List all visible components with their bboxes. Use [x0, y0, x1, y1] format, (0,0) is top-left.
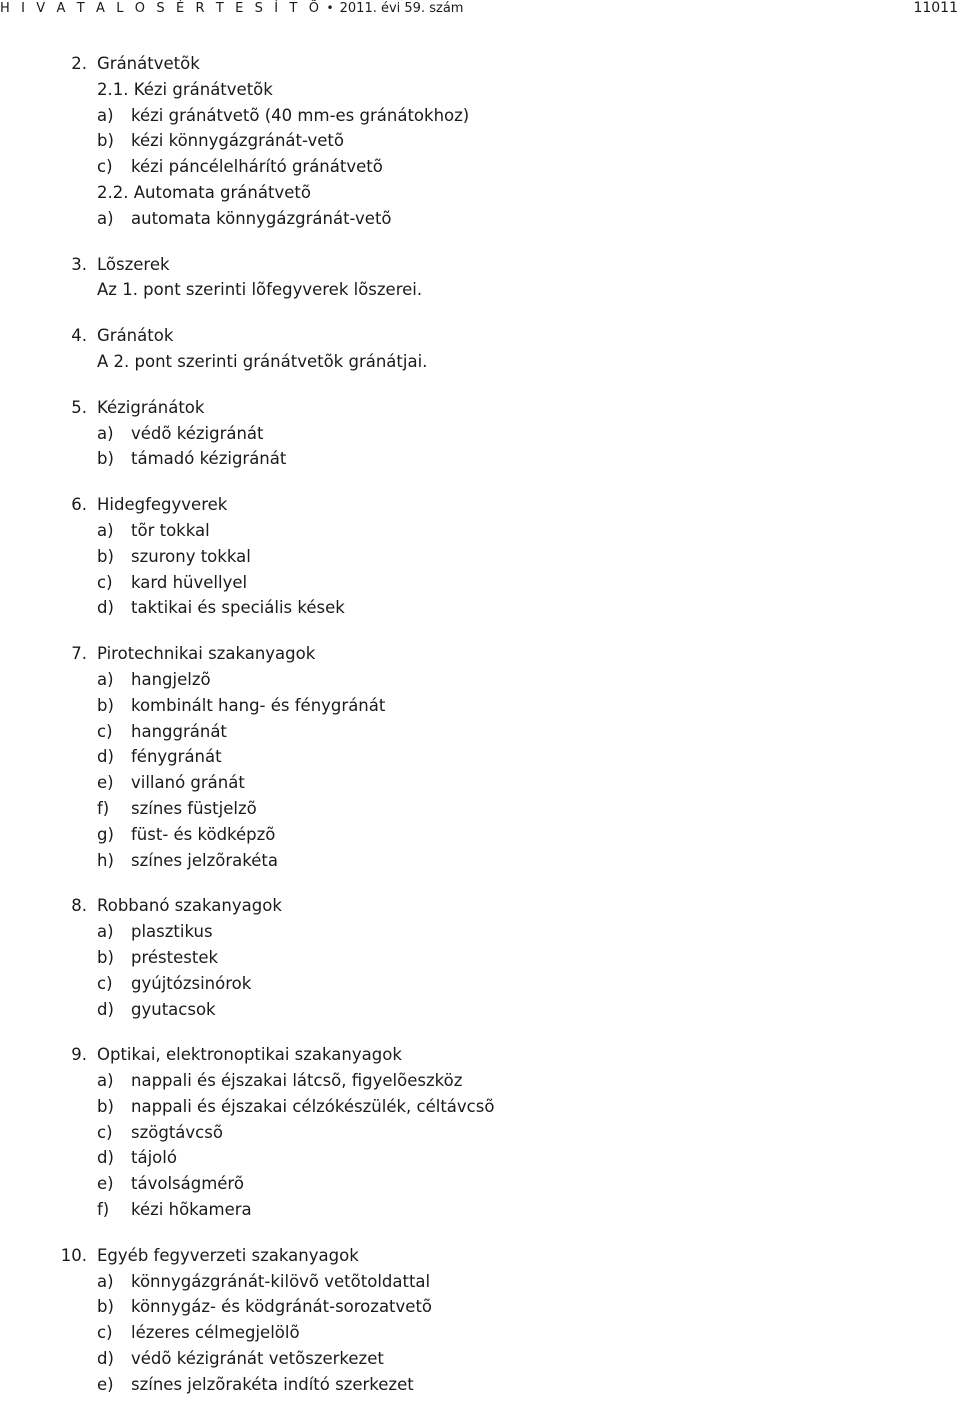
page-number: 11011	[913, 0, 958, 16]
item-text: színes füstjelzõ	[131, 798, 257, 818]
section-title: Egyéb fegyverzeti szakanyagok	[97, 1245, 359, 1265]
item-letter: e)	[97, 1374, 114, 1394]
section-title: Hidegfegyverek	[97, 495, 228, 515]
list-item	[0, 945, 960, 971]
item-letter: c)	[97, 1323, 113, 1343]
item-text: könnygázgránát-kilövõ vetõtoldattal	[131, 1271, 431, 1291]
item-letter: c)	[97, 157, 113, 177]
item-text: szurony tokkal	[131, 546, 251, 566]
item-letter: d)	[97, 999, 114, 1019]
paragraph-line	[0, 349, 960, 375]
section-9	[0, 1243, 960, 1398]
section-title: Gránátvetõk	[97, 54, 200, 73]
section-number: 6.	[71, 495, 87, 515]
section-heading	[0, 492, 960, 518]
item-letter: a)	[97, 1071, 114, 1091]
list-item	[0, 518, 960, 544]
list-item	[0, 595, 960, 621]
list-item	[0, 103, 960, 129]
section-title: Optikai, elektronoptikai szakanyagok	[97, 1045, 402, 1065]
item-text: préstestek	[131, 947, 219, 967]
item-letter: a)	[97, 669, 114, 689]
section-number: 8.	[71, 896, 87, 916]
page-header	[0, 0, 960, 16]
item-text: tõr tokkal	[131, 520, 210, 540]
list-item	[0, 1269, 960, 1295]
item-letter: c)	[97, 973, 113, 993]
item-letter: b)	[97, 947, 114, 967]
list-item	[0, 1320, 960, 1346]
item-text: támadó kézigránát	[131, 449, 287, 469]
list-item	[0, 421, 960, 447]
item-text: hanggránát	[131, 721, 227, 741]
subsection-heading	[0, 180, 960, 206]
item-text: nappali és éjszakai célzókészülék, céltávcsõ	[131, 1096, 495, 1116]
section-6	[0, 641, 960, 873]
item-letter: c)	[97, 1122, 113, 1142]
list-item	[0, 1120, 960, 1146]
section-number: 4.	[71, 326, 87, 346]
list-item	[0, 570, 960, 596]
issue-label: 2011. évi 59. szám	[339, 1, 464, 16]
list-item	[0, 796, 960, 822]
section-3	[0, 323, 960, 375]
item-text: távolságmérõ	[131, 1174, 244, 1194]
list-item	[0, 693, 960, 719]
section-number: 3.	[71, 254, 87, 274]
list-item	[0, 744, 960, 770]
list-item	[0, 1094, 960, 1120]
list-item	[0, 667, 960, 693]
section-title: Kézigránátok	[97, 397, 205, 417]
running-header	[0, 0, 463, 17]
item-text: kard hüvellyel	[131, 572, 248, 592]
section-2	[0, 252, 960, 304]
item-letter: d)	[97, 1349, 114, 1369]
item-letter: b)	[97, 546, 114, 566]
list-item	[0, 997, 960, 1023]
item-text: automata könnygázgránát-vetõ	[131, 208, 392, 228]
item-letter: d)	[97, 598, 114, 618]
item-text: védõ kézigránát	[131, 423, 264, 443]
list-item	[0, 154, 960, 180]
section-title: Gránátok	[97, 326, 174, 346]
item-letter: e)	[97, 773, 114, 793]
item-text: hangjelzõ	[131, 669, 211, 689]
section-8	[0, 1042, 960, 1223]
list-item	[0, 1372, 960, 1398]
list-item	[0, 919, 960, 945]
section-number: 2.	[71, 54, 87, 73]
item-text: taktikai és speciális kések	[131, 598, 345, 618]
list-item	[0, 1171, 960, 1197]
section-1	[0, 51, 960, 232]
list-item	[0, 206, 960, 232]
item-text: nappali és éjszakai látcsõ, figyelõeszköz	[131, 1071, 463, 1091]
item-letter: a)	[97, 1271, 114, 1291]
item-text: szögtávcsõ	[131, 1122, 223, 1142]
section-7	[0, 893, 960, 1022]
list-item	[0, 770, 960, 796]
list-item	[0, 544, 960, 570]
item-letter: d)	[97, 747, 114, 767]
item-letter: a)	[97, 105, 114, 125]
item-text: fénygránát	[131, 747, 222, 767]
list-item	[0, 848, 960, 874]
section-number: 9.	[71, 1045, 87, 1065]
item-letter: h)	[97, 850, 114, 870]
list-item	[0, 446, 960, 472]
section-title: Lõszerek	[97, 254, 170, 274]
list-item	[0, 1068, 960, 1094]
subsection-title: 2.2. Automata gránátvetõ	[97, 182, 311, 202]
header-separator: •	[326, 1, 334, 15]
section-5	[0, 492, 960, 621]
list-item	[0, 1294, 960, 1320]
item-letter: f)	[97, 1200, 110, 1220]
item-letter: d)	[97, 1148, 114, 1168]
section-heading	[0, 1243, 960, 1269]
item-letter: b)	[97, 131, 114, 151]
list-item	[0, 822, 960, 848]
journal-title: H I V A T A L O S É R T E S Í T Õ	[0, 1, 323, 16]
subsection-heading	[0, 77, 960, 103]
list-item	[0, 1197, 960, 1223]
item-text: kézi gránátvetõ (40 mm-es gránátokhoz)	[131, 105, 470, 125]
item-text: védõ kézigránát vetõszerkezet	[131, 1349, 384, 1369]
list-item	[0, 971, 960, 997]
item-letter: e)	[97, 1174, 114, 1194]
section-title: Pirotechnikai szakanyagok	[97, 644, 316, 664]
list-item	[0, 128, 960, 154]
paragraph-line	[0, 277, 960, 303]
item-letter: a)	[97, 922, 114, 942]
section-heading	[0, 323, 960, 349]
item-letter: b)	[97, 1297, 114, 1317]
section-heading	[0, 51, 960, 77]
section-4	[0, 395, 960, 472]
item-letter: b)	[97, 695, 114, 715]
section-heading	[0, 252, 960, 278]
item-text: füst- és ködképzõ	[131, 824, 276, 844]
section-number: 5.	[71, 397, 87, 417]
item-letter: a)	[97, 208, 114, 228]
section-title: Robbanó szakanyagok	[97, 896, 282, 916]
document-body	[0, 51, 960, 1398]
item-text: kombinált hang- és fénygránát	[131, 695, 386, 715]
item-letter: f)	[97, 798, 110, 818]
item-text: kézi könnygázgránát-vetõ	[131, 131, 344, 151]
section-heading	[0, 641, 960, 667]
item-text: gyutacsok	[131, 999, 216, 1019]
item-text: kézi páncélelhárító gránátvetõ	[131, 157, 383, 177]
item-letter: b)	[97, 449, 114, 469]
item-letter: a)	[97, 520, 114, 540]
list-item	[0, 1145, 960, 1171]
paragraph-text: A 2. pont szerinti gránátvetõk gránátjai.	[97, 351, 428, 371]
item-text: színes jelzõrakéta	[131, 850, 278, 870]
item-letter: g)	[97, 824, 114, 844]
subsection-title: 2.1. Kézi gránátvetõk	[97, 79, 273, 99]
item-letter: c)	[97, 721, 113, 741]
section-heading	[0, 893, 960, 919]
section-number: 7.	[71, 644, 87, 664]
item-text: kézi hõkamera	[131, 1200, 252, 1220]
item-text: villanó gránát	[131, 773, 245, 793]
item-text: plasztikus	[131, 922, 213, 942]
item-letter: c)	[97, 572, 113, 592]
item-text: lézeres célmegjelölõ	[131, 1323, 300, 1343]
paragraph-text: Az 1. pont szerinti lõfegyverek lõszerei.	[97, 280, 423, 300]
item-letter: a)	[97, 423, 114, 443]
item-text: gyújtózsinórok	[131, 973, 252, 993]
section-heading	[0, 1042, 960, 1068]
item-text: színes jelzõrakéta indító szerkezet	[131, 1374, 414, 1394]
item-text: könnygáz- és ködgránát-sorozatvetõ	[131, 1297, 433, 1317]
section-number: 10.	[60, 1245, 87, 1265]
item-letter: b)	[97, 1096, 114, 1116]
section-heading	[0, 395, 960, 421]
item-text: tájoló	[131, 1148, 177, 1168]
list-item	[0, 719, 960, 745]
list-item	[0, 1346, 960, 1372]
